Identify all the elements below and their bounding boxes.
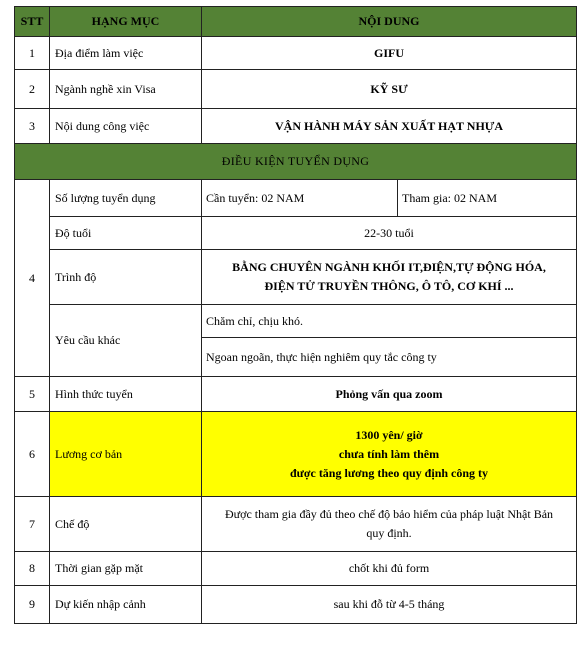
row-value: chốt khi đủ form <box>202 552 577 586</box>
row-label: Chế độ <box>50 497 202 552</box>
row-stt: 5 <box>15 377 50 412</box>
do-tuoi-value: 22-30 tuổi <box>202 217 577 250</box>
trinh-do-label: Trình độ <box>50 250 202 305</box>
yeu-cau-cell <box>202 305 577 377</box>
table-row <box>15 412 577 497</box>
row-stt: 4 <box>15 180 50 377</box>
row-stt: 3 <box>15 109 50 144</box>
table-row <box>15 305 577 377</box>
yeu-cau-item: Ngoan ngoãn, thực hiện nghiêm quy tắc công ty <box>206 350 437 364</box>
trinh-do-line: ĐIỆN TỬ TRUYỀN THÔNG, Ô TÔ, CƠ KHÍ ... <box>264 279 514 293</box>
row-value: VẬN HÀNH MÁY SẢN XUẤT HẠT NHỰA <box>202 109 577 144</box>
table-row <box>15 70 577 109</box>
table-row <box>15 217 577 250</box>
row-label: Dự kiến nhập cảnh <box>50 586 202 624</box>
table-row <box>15 109 577 144</box>
row-stt: 7 <box>15 497 50 552</box>
table-row <box>15 250 577 305</box>
so-luong-label: Số lượng tuyển dụng <box>50 180 202 217</box>
luong-line: chưa tính làm thêm <box>338 446 440 461</box>
recruitment-table <box>14 6 577 624</box>
row-label: Nội dung công việc <box>50 109 202 144</box>
table-row <box>15 586 577 624</box>
header-stt: STT <box>15 7 50 37</box>
table-row <box>15 377 577 412</box>
trinh-do-value <box>202 250 577 305</box>
row-value: KỸ SƯ <box>202 70 577 109</box>
section-row <box>15 144 577 180</box>
row-stt: 9 <box>15 586 50 624</box>
che-do-value <box>202 497 577 552</box>
row-stt: 8 <box>15 552 50 586</box>
row-label: Ngành nghề xin Visa <box>50 70 202 109</box>
row-label: Thời gian gặp mặt <box>50 552 202 586</box>
row-label: Lương cơ bản <box>50 412 202 497</box>
row-value: Phỏng vấn qua zoom <box>202 377 577 412</box>
row-label: Hình thức tuyển <box>50 377 202 412</box>
row-value: sau khi đỗ từ 4-5 tháng <box>202 586 577 624</box>
luong-line: 1300 yên/ giờ <box>355 427 423 442</box>
section-title: ĐIỀU KIỆN TUYỂN DỤNG <box>15 144 577 180</box>
table-row <box>15 497 577 552</box>
row-value: GIFU <box>202 37 577 70</box>
yeu-cau-item: Chăm chỉ, chịu khó. <box>202 305 576 338</box>
table-row <box>15 180 577 217</box>
tham-gia-value: Tham gia: 02 NAM <box>398 180 577 217</box>
che-do-line: Được tham gia đầy đủ theo chế độ bảo hiểm của pháp luật Nhật Bản <box>224 507 554 521</box>
che-do-line: quy định. <box>366 526 412 540</box>
do-tuoi-label: Độ tuổi <box>50 217 202 250</box>
can-tuyen-value: Cần tuyển: 02 NAM <box>202 180 398 217</box>
row-stt: 1 <box>15 37 50 70</box>
row-stt: 2 <box>15 70 50 109</box>
header-hang-muc: HẠNG MỤC <box>50 7 202 37</box>
table-header-row <box>15 7 577 37</box>
trinh-do-line: BẰNG CHUYÊN NGÀNH KHỐI IT,ĐIỆN,TỰ ĐỘNG HÓA, <box>232 260 546 274</box>
luong-line: được tăng lương theo quy định công ty <box>289 465 489 480</box>
table-row <box>15 37 577 70</box>
row-label: Địa điểm làm việc <box>50 37 202 70</box>
row-stt: 6 <box>15 412 50 497</box>
luong-value <box>202 412 577 497</box>
table-row <box>15 552 577 586</box>
yeu-cau-label: Yêu cầu khác <box>50 305 202 377</box>
header-noi-dung: NỘI DUNG <box>202 7 577 37</box>
